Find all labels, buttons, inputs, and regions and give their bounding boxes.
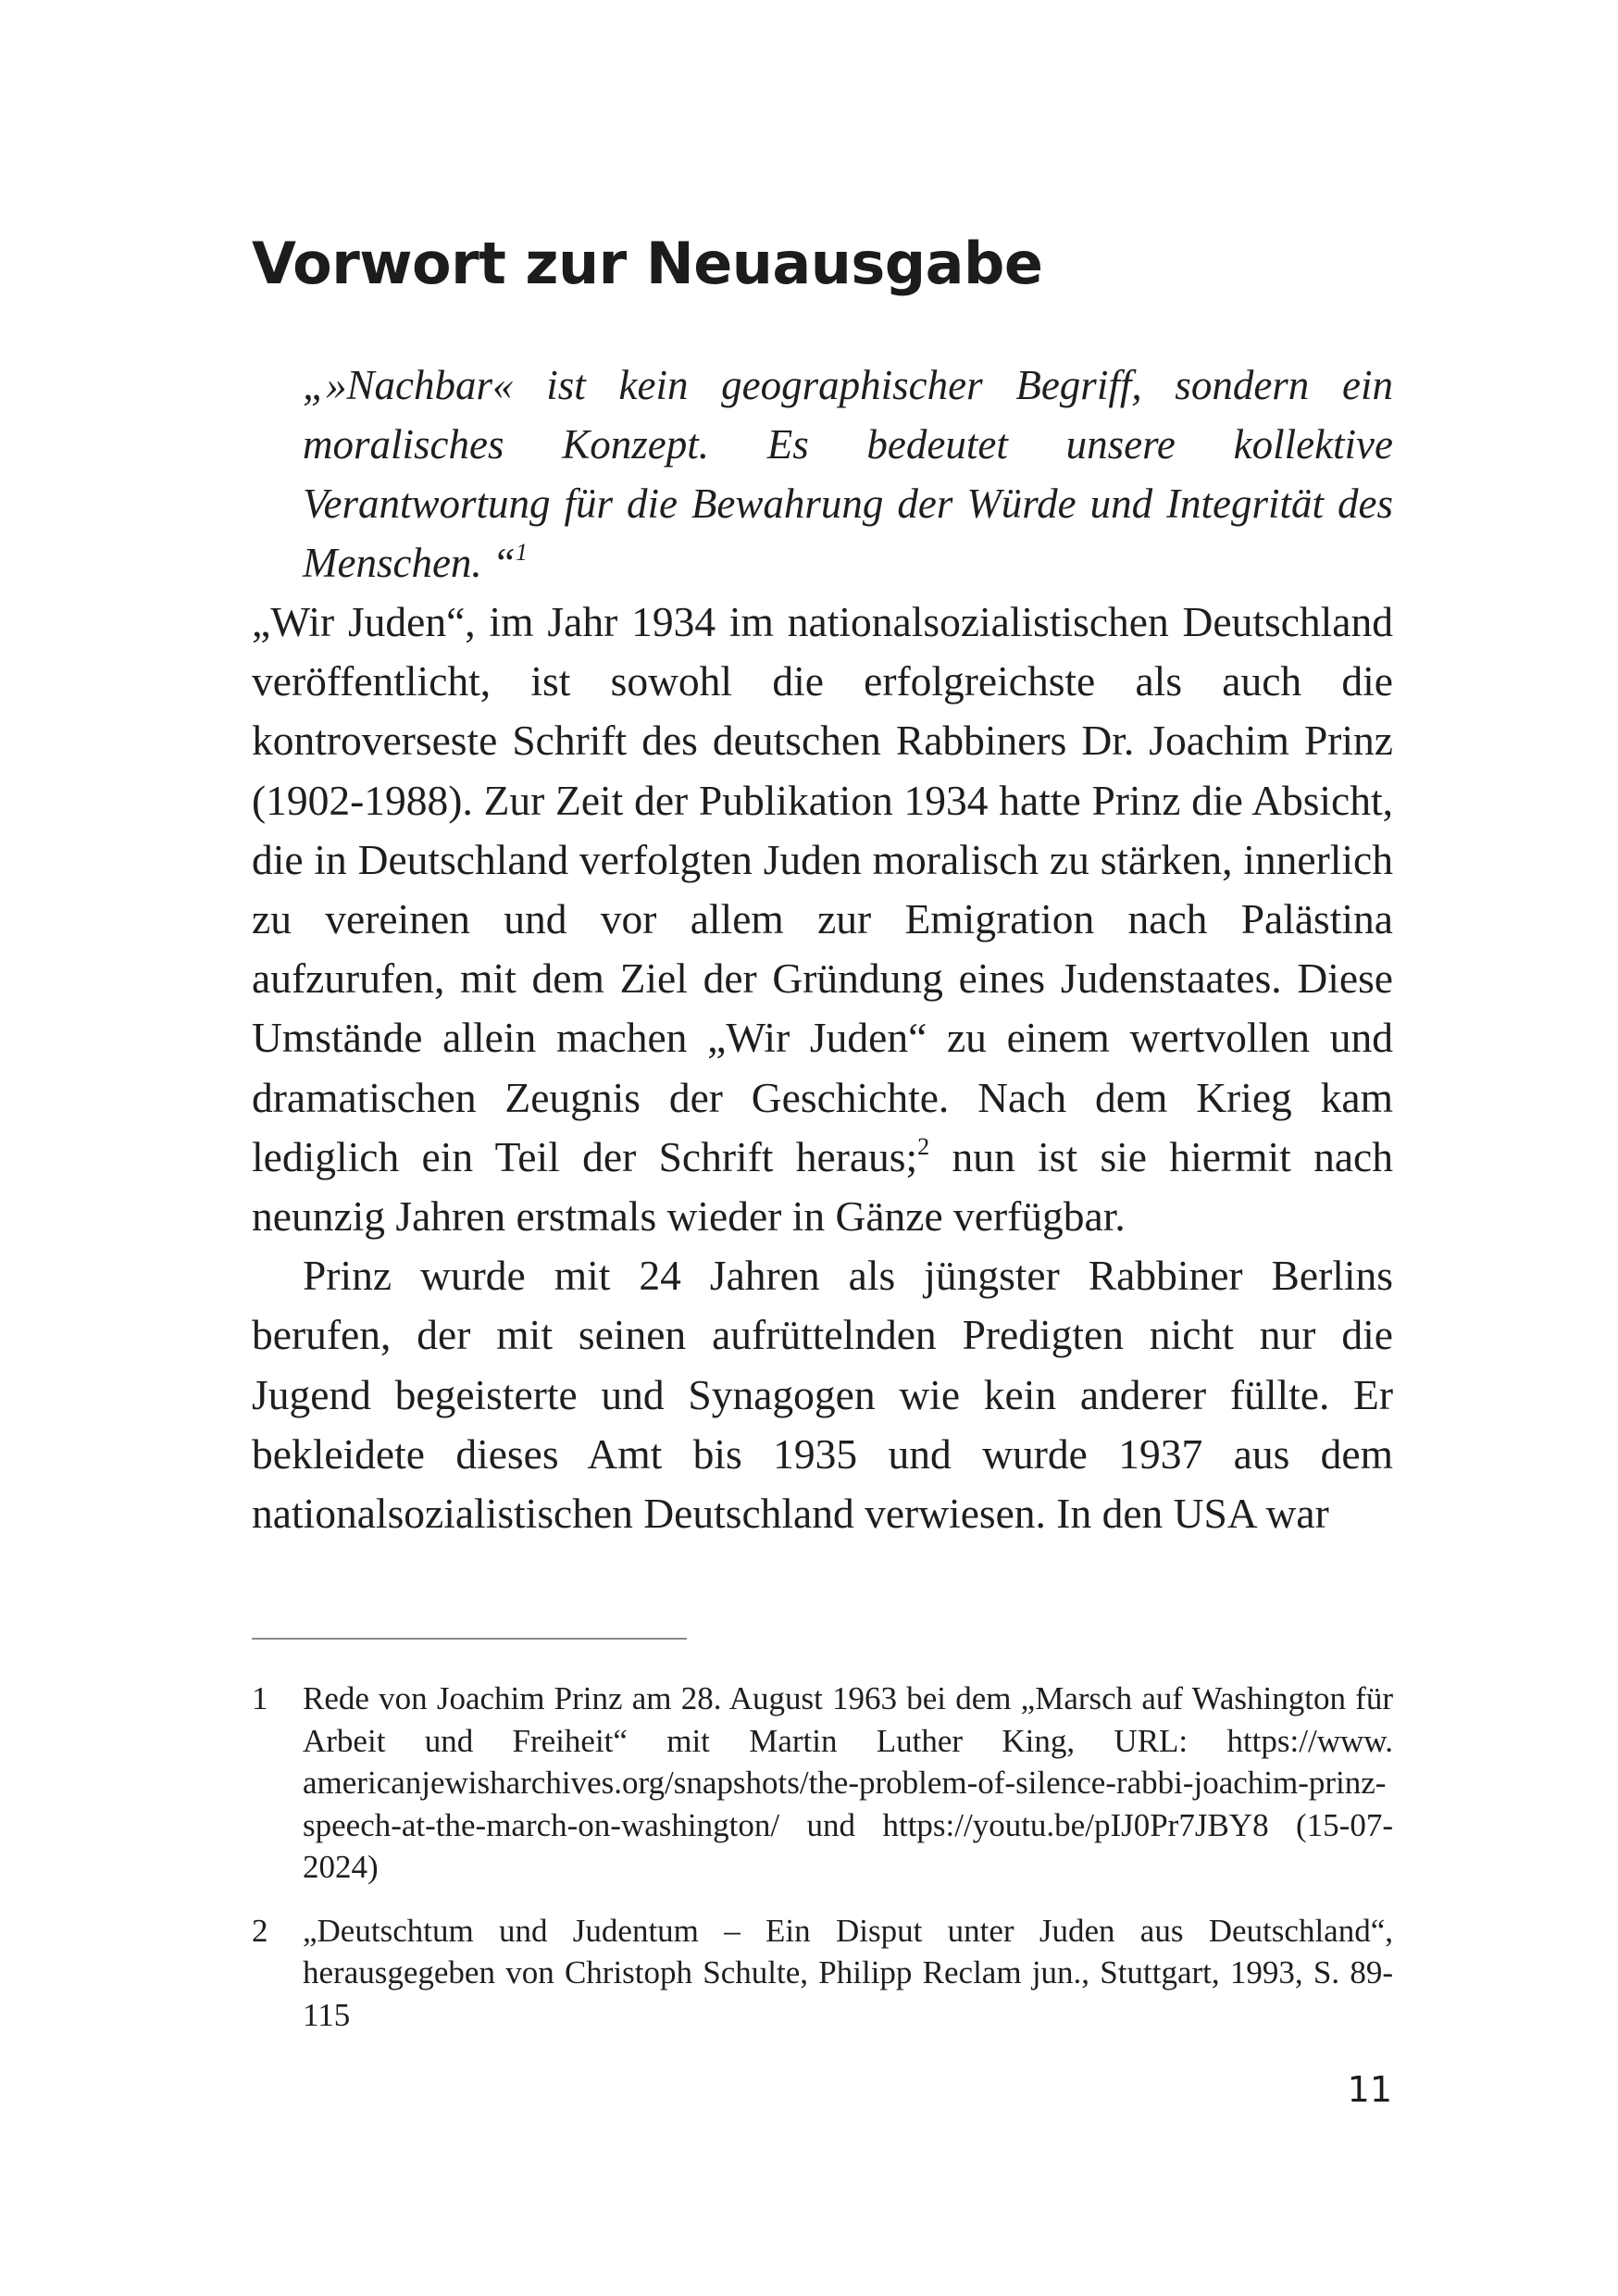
footnotes [252,1678,1393,2057]
epigraph-quote [303,356,1393,593]
footnote-ref-2[interactable]: 2 [917,1132,930,1160]
page-number: 11 [1347,2069,1392,2110]
footnote-1-number: 1 [252,1680,268,1716]
paragraph-1-part-b: nun ist sie hiermit nach neunzig Jahren erstmals wieder in Gänze verfügbar. [252,1132,1393,1241]
paragraph-1-part-a: „Wir Juden“, im Jahr 1934 im nationalsozialistischen Deutschland veröffentlicht, ist sowohl die erfolgreichste als auch die kontroverseste Schrift des deutschen Rabbiners Dr. Joachim Prinz (1902-1988). Zur Zeit der Publikation 1934 hatte Prinz die Absicht, die in Deutschland verfolgten Juden moralisch zu stärken, innerlich zu vereinen und vor allem zur Emigration nach Palästina aufzurufen, mit dem Ziel der Gründung eines Judenstaates. Diese Umstände allein machen „Wir Juden“ zu einem wertvollen und dramatischen Zeugnis der Geschichte. Nach dem Krieg kam lediglich ein Teil der Schrift heraus; [252,598,1393,1180]
footnote-1-text: Rede von Joachim Prinz am 28. August 1963 bei dem „Marsch auf Washington für Arbeit und Freiheit“ mit Martin Luther King, URL: https://www.​americanjewisharchives.org/snapshots/the-problem-of-silence-rabbi-joachim-​prinz-speech-at-the-march-on-washington/ und https://youtu.be/pIJ0Pr7JBY8 (15-07-2024) [303,1680,1393,1885]
epigraph-text: „»Nachbar« ist kein geographischer Begriff, sondern ein moralisches Konzept. Es bedeutet unsere kollektive Verantwortung für die Bewahrung der Würde und Integrität des Menschen. “ [303,362,1393,586]
paragraph-1 [252,593,1393,1246]
footnote-1 [252,1678,1393,1889]
footnote-2-text: „Deutschtum und Judentum – Ein Disput unter Juden aus Deutschland“, herausgegeben von Christoph Schulte, Philipp Reclam jun., Stuttgart, 1993, S. 89-115 [303,1912,1393,2033]
paragraph-2: Prinz wurde mit 24 Jahren als jüngster Rabbiner Berlins berufen, der mit seinen aufrüttelnden Predigten nicht nur die Jugend begeisterte und Synagogen wie kein anderer füllte. Er bekleidete dieses Amt bis 1935 und wurde 1937 aus dem nationalsozialistischen Deutschland verwiesen. In den USA war [252,1252,1393,1538]
chapter-heading: Vorwort zur Neuausgabe [252,230,1043,297]
footnote-2 [252,1910,1393,2037]
footnote-ref-1[interactable]: 1 [515,539,528,566]
body-text [252,593,1393,1543]
footnote-separator [252,1638,687,1640]
footnote-2-number: 2 [252,1912,268,1949]
